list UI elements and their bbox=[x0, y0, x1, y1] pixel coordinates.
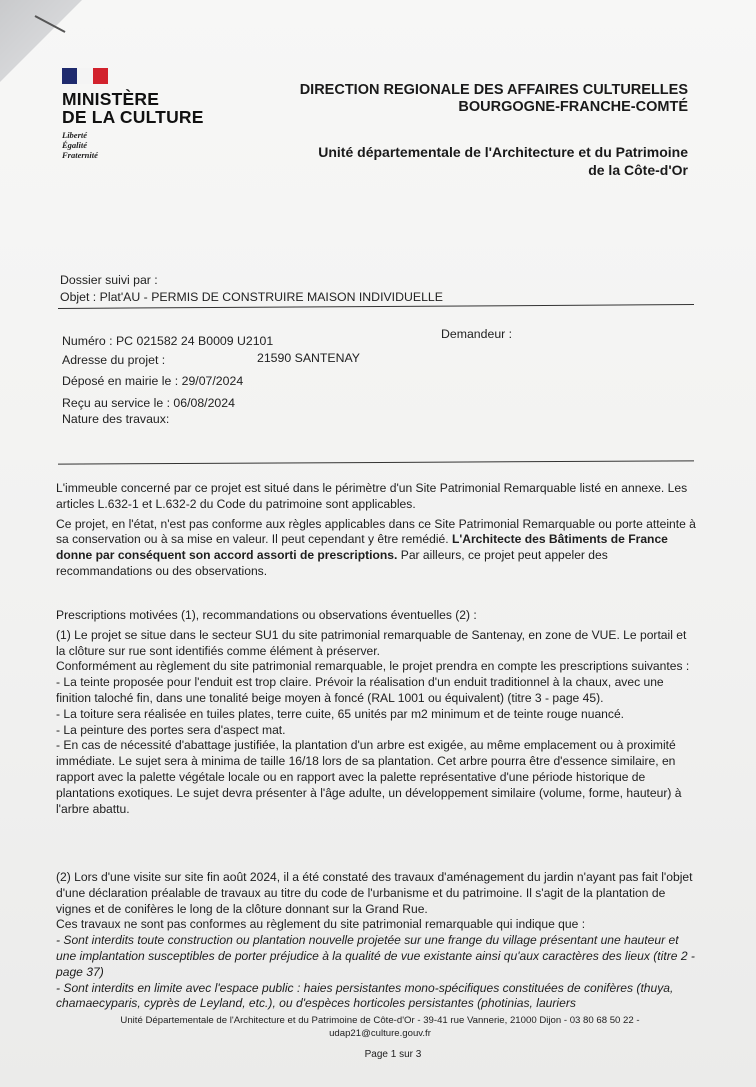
dossier-demandeur: Demandeur : bbox=[441, 327, 513, 341]
unite-header bbox=[318, 143, 688, 179]
paragraph-non-conformes: Ces travaux ne sont pas conformes au règlement du site patrimonial remarquable qui indique que : bbox=[56, 917, 586, 932]
prescriptions bbox=[56, 608, 696, 817]
dossier-recu: Reçu au service le : 06/08/2024 bbox=[62, 396, 235, 410]
paragraph-perimetre: L'immeuble concerné par ce projet est situé dans le périmètre d'un Site Patrimonial Remarquable listé en annexe. Les articles L.632-1 et L.632-2 du Code du patrimoine sont applicables. bbox=[56, 481, 688, 511]
dossier-adresse-label: Adresse du projet : bbox=[62, 353, 166, 367]
footer-line1: Unité Départementale de l'Architecture et du Patrimoine de Côte-d'Or - 39-41 rue Vannerie, 21000 Dijon - 03 80 68 50 22 - bbox=[120, 1015, 640, 1026]
citation-haies: - Sont interdits en limite avec l'espace public : haies persistantes mono-spécifiques constituées de conifères (thuya, chamaecyparis, cyprès de Leyland, etc.), ou d'espèces horticoles persistantes (photinias, lauriers bbox=[56, 980, 674, 1011]
prescription-enduit: - La teinte proposée pour l'enduit est trop claire. Prévoir la réalisation d'un enduit traditionnel à la chaux, avec une finition taloché fin, dans une tonalité beige moyen à foncé (RAL 1001 ou équivalent) (titre 3 - page 45). bbox=[56, 675, 664, 705]
dossier-suivi-par: Dossier suivi par : bbox=[60, 273, 158, 287]
prescription-toiture: - La toiture sera réalisée en tuiles plates, terre cuite, 65 unités par m2 minimum et de teinte rouge nuancé. bbox=[56, 706, 625, 721]
devise bbox=[62, 130, 212, 160]
ministere-logo bbox=[62, 68, 212, 160]
paragraph-reglement: Conformément au règlement du site patrimonial remarquable, le projet prendra en compte les prescriptions suivantes : bbox=[56, 659, 690, 674]
marianne-flag-icon bbox=[62, 68, 108, 84]
dossier-depose: Déposé en mairie le : 29/07/2024 bbox=[62, 374, 244, 388]
paragraph-secteur: (1) Le projet se situe dans le secteur SU1 du site patrimonial remarquable de Santenay, en zone de VUE. Le portail et la clôture sur rue sont identifiés comme élément à préserver. bbox=[56, 627, 687, 658]
ministere-name-line2: DE LA CULTURE bbox=[62, 107, 204, 127]
footer-address bbox=[60, 1014, 700, 1040]
page-number: Page 1 sur 3 bbox=[364, 1049, 422, 1060]
dossier-nature: Nature des travaux: bbox=[62, 412, 170, 426]
devise-fraternite: Fraternité bbox=[62, 150, 98, 160]
ministere-name-line1: MINISTÈRE bbox=[62, 89, 160, 109]
observations bbox=[56, 870, 696, 1012]
devise-liberte: Liberté bbox=[62, 130, 88, 140]
avis-introduction bbox=[56, 481, 696, 580]
unite-line2: de la Côte-d'Or bbox=[588, 162, 688, 178]
footer-email: udap21@culture.gouv.fr bbox=[329, 1028, 431, 1039]
paragraph-visite: (2) Lors d'une visite sur site fin août 2024, il a été constaté des travaux d'aménagement du jardin n'ayant pas fait l'objet d'une déclaration préalable de travaux au titre du code de l'urbanisme et du patrimoine. Il s'agit de la plantation de vignes et de conifères le long de la clôture donnant sur la Grand Rue. bbox=[56, 870, 693, 916]
direction-line2: BOURGOGNE-FRANCHE-COMTÉ bbox=[458, 99, 688, 115]
dossier-adresse-value: 21590 SANTENAY bbox=[257, 351, 360, 365]
direction-header bbox=[300, 82, 688, 116]
direction-line1: DIRECTION REGIONALE DES AFFAIRES CULTURELLES bbox=[299, 82, 688, 98]
dossier-objet: Objet : Plat'AU - PERMIS DE CONSTRUIRE MAISON INDIVIDUELLE bbox=[60, 290, 443, 304]
unite-line1: Unité départementale de l'Architecture et du Patrimoine bbox=[318, 144, 688, 160]
prescription-peinture: - La peinture des portes sera d'aspect mat. bbox=[56, 722, 286, 737]
paragraph-conformite: Ce projet, en l'état, n'est pas conforme aux règles applicables dans ce Site Patrimonial Remarquable ou porte atteinte à sa conservation ou à sa mise en valeur. Il peut cependant y être remédié. L'Architecte des Bâtiments de France donne par conséquent son accord assorti de prescriptions. Par ailleurs, ce projet peut appeler des recommandations ou des observations. bbox=[56, 516, 696, 578]
prescriptions-heading: Prescriptions motivées (1), recommandations ou observations éventuelles (2) : bbox=[56, 608, 477, 622]
prescription-arbre: - En cas de nécessité d'abattage justifiée, la plantation d'un arbre est exigée, au même emplacement ou à proximité immédiate. Le sujet sera à minima de taille 16/18 lors de sa plantation. Cet arbre pourra être d'essence similaire, en rapport avec la palette végétale locale ou en rapport avec la palette représentative d'une période historique de plantations exotiques. Le sujet devra présenter à l'âge adulte, un développement similaire (volume, forme, hauteur) à l'arbre abattu. bbox=[56, 738, 682, 816]
citation-frange-village: - Sont interdits toute construction ou plantation nouvelle projetée sur une frange du village présentant une hauteur et une implantation susceptibles de porter préjudice à la qualité de vue existante ainsi qu'aux caractères des lieux (titre 2 - page 37) bbox=[56, 933, 695, 979]
devise-egalite: Égalité bbox=[62, 140, 88, 150]
dossier-numero: Numéro : PC 021582 24 B0009 U2101 bbox=[62, 334, 274, 348]
